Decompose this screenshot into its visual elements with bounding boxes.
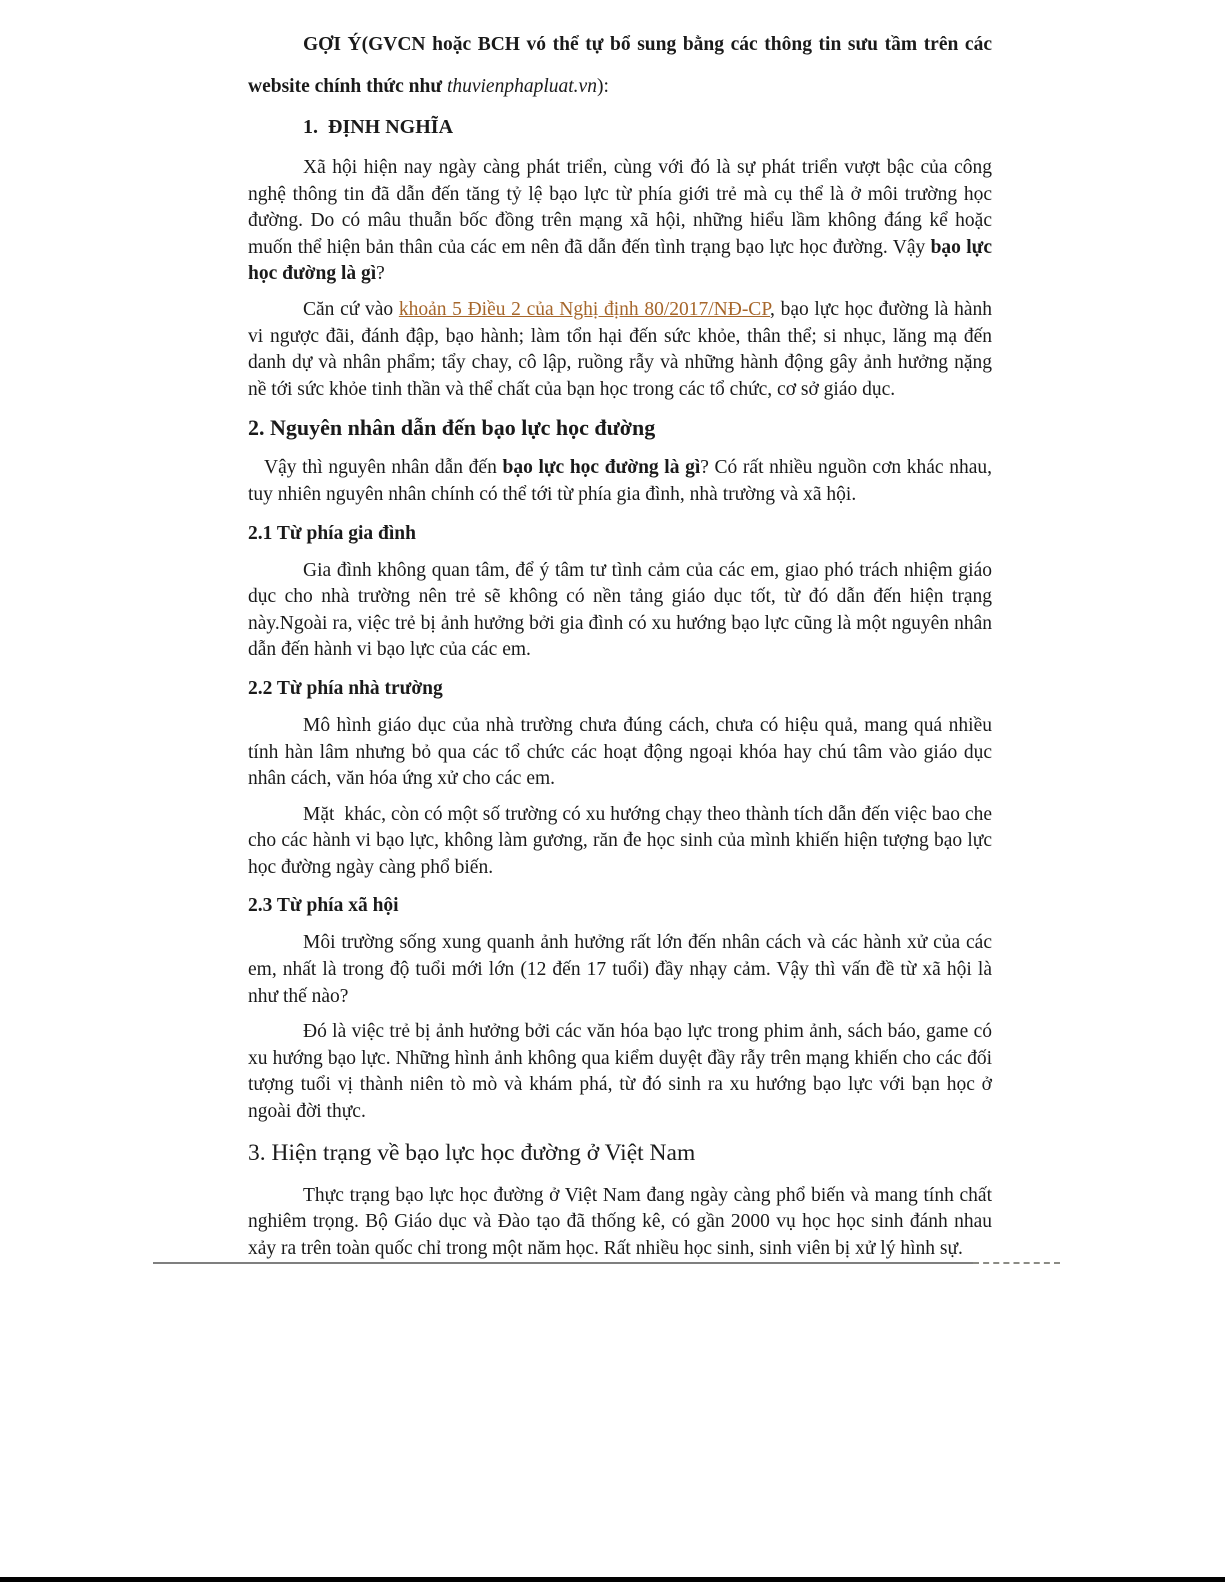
text-run: Mặt khác, còn có một số trường có xu hướng chạy theo thành tích dẫn đến việc bao che cho các hành vi bạo lực, không làm gương, răn đe học sinh của mình khiến hiện tượng bạo lực học đường ngày càng phổ biến. bbox=[248, 803, 992, 878]
text-run: ): bbox=[596, 76, 609, 97]
text-run: ? Có rất nhiều nguồn cơn khác nhau, tuy nhiên nguyên nhân chính có thể tới từ phía gia đình, nhà trường và xã hội. bbox=[248, 457, 992, 505]
bottom-edge-bar bbox=[0, 1577, 1225, 1582]
paragraph-dinh-nghia-1 bbox=[248, 155, 992, 288]
text-run: 2.3 Từ phía xã hội bbox=[248, 895, 399, 917]
text-run: ? bbox=[376, 263, 385, 285]
heading-hien-trang bbox=[248, 1140, 992, 1167]
paragraph-nha-truong-1 bbox=[248, 713, 992, 793]
paragraph-gia-dinh bbox=[248, 558, 992, 664]
text-run: 2. Nguyên nhân dẫn đến bạo lực học đường bbox=[248, 415, 656, 441]
divider-dashed-segment bbox=[973, 1262, 1060, 1264]
text-run: 1. ĐỊNH NGHĨA bbox=[303, 116, 454, 138]
heading-dinh-nghia bbox=[248, 116, 992, 139]
text-run: Xã hội hiện nay ngày càng phát triển, cùng với đó là sự phát triển vượt bậc của công nghệ thông tin đã dẫn đến tăng tỷ lệ bạo lực từ phía giới trẻ mà cụ thể là ở môi trường học đường. Do có mâu thuẫn bốc đồng trên mạng xã hội, những hiểu lầm không đáng kể hoặc muốn thể hiện bản thân của các em nên đã dẫn đến tình trạng bạo lực học đường. Vậy bbox=[248, 157, 992, 258]
text-run: 2.1 Từ phía gia đình bbox=[248, 522, 416, 544]
paragraph-xa-hoi-2 bbox=[248, 1019, 992, 1125]
paragraph-nha-truong-2 bbox=[248, 802, 992, 882]
heading-tu-phia-gia-dinh bbox=[248, 523, 992, 545]
text-run: Căn cứ vào bbox=[303, 298, 399, 320]
paragraph-xa-hoi-1 bbox=[248, 930, 992, 1010]
heading-tu-phia-nha-truong bbox=[248, 678, 992, 700]
paragraph-hien-trang bbox=[248, 1183, 992, 1263]
text-run: bạo lực học đường là gì bbox=[502, 457, 701, 479]
horizontal-divider bbox=[153, 1262, 1060, 1264]
text-run: Đó là việc trẻ bị ảnh hưởng bởi các văn hóa bạo lực trong phim ảnh, sách báo, game có xu hướng bạo lực. Những hình ảnh không qua kiểm duyệt đầy rẫy trên mạng khiến cho các đối tượng tuổi vị thành niên tò mò và khám phá, từ đó sinh ra xu hướng bạo lực với bạn học ở ngoài đời thực. bbox=[248, 1021, 992, 1123]
heading-tu-phia-xa-hoi bbox=[248, 895, 992, 917]
text-run: , bạo lực học đường là hành vi ngược đãi, đánh đập, bạo hành; làm tổn hại đến sức khỏe, thân thể; si nhục, lăng mạ đến danh dự và nhân phẩm; tẩy chay, cô lập, ruồng rẫy và những hành động gây ảnh hưởng nặng nề tới sức khỏe tinh thần và thể chất của bạn học trong các tổ chức, cơ sở giáo dục. bbox=[248, 298, 992, 400]
paragraph-can-cu bbox=[248, 297, 992, 403]
intro-paragraph bbox=[248, 24, 992, 108]
divider-solid-segment bbox=[153, 1262, 973, 1264]
document-body bbox=[248, 24, 992, 1271]
text-run: thuvienphapluat.vn bbox=[446, 76, 597, 97]
text-run: Thực trạng bạo lực học đường ở Việt Nam đang ngày càng phổ biến và mang tính chất nghiêm trọng. Bộ Giáo dục và Đào tạo đã thống kê, có gần 2000 vụ học học sinh đánh nhau xảy ra trên toàn quốc chỉ trong một năm học. Rất nhiều học sinh, sinh viên bị xử lý hình sự. bbox=[248, 1184, 992, 1259]
text-run: 2.2 Từ phía nhà trường bbox=[248, 677, 443, 699]
text-run: Môi trường sống xung quanh ảnh hưởng rất lớn đến nhân cách và các hành xử của các em, nhất là trong độ tuổi mới lớn (12 đến 17 tuổi) đầy nhạy cảm. Vậy thì vấn đề từ xã hội là như thế nào? bbox=[248, 932, 992, 1007]
link-nghi-dinh-80-2017[interactable]: khoản 5 Điều 2 của Nghị định 80/2017/NĐ-CP bbox=[398, 298, 771, 320]
text-run: Gia đình không quan tâm, để ý tâm tư tình cảm của các em, giao phó trách nhiệm giáo dục cho nhà trường nên trẻ sẽ không có nền tảng giáo dục tốt, từ đó dẫn đến hiện trạng này.Ngoài ra, việc trẻ bị ảnh hưởng bởi gia đình có xu hướng bạo lực cũng là một nguyên nhân dẫn đến hành vi bạo lực của các em. bbox=[248, 559, 992, 661]
paragraph-nguyen-nhan-intro bbox=[248, 455, 992, 508]
text-run: Mô hình giáo dục của nhà trường chưa đúng cách, chưa có hiệu quả, mang quá nhiều tính hàn lâm nhưng bỏ qua các tổ chức các hoạt động ngoại khóa hay chú tâm vào giáo dục nhân cách, văn hóa ứng xử cho các em. bbox=[248, 714, 992, 790]
text-run: bạo lực học đường là gì bbox=[248, 236, 992, 285]
text-run: Vậy thì nguyên nhân dẫn đến bbox=[264, 457, 503, 479]
text-run: GỢI Ý(GVCN hoặc BCH vó thể tự bổ sung bằng các thông tin sưu tầm trên các website chính thức như bbox=[248, 34, 992, 97]
text-run: 3. Hiện trạng về bạo lực học đường ở Việt Nam bbox=[248, 1139, 696, 1166]
heading-nguyen-nhan bbox=[248, 415, 992, 441]
